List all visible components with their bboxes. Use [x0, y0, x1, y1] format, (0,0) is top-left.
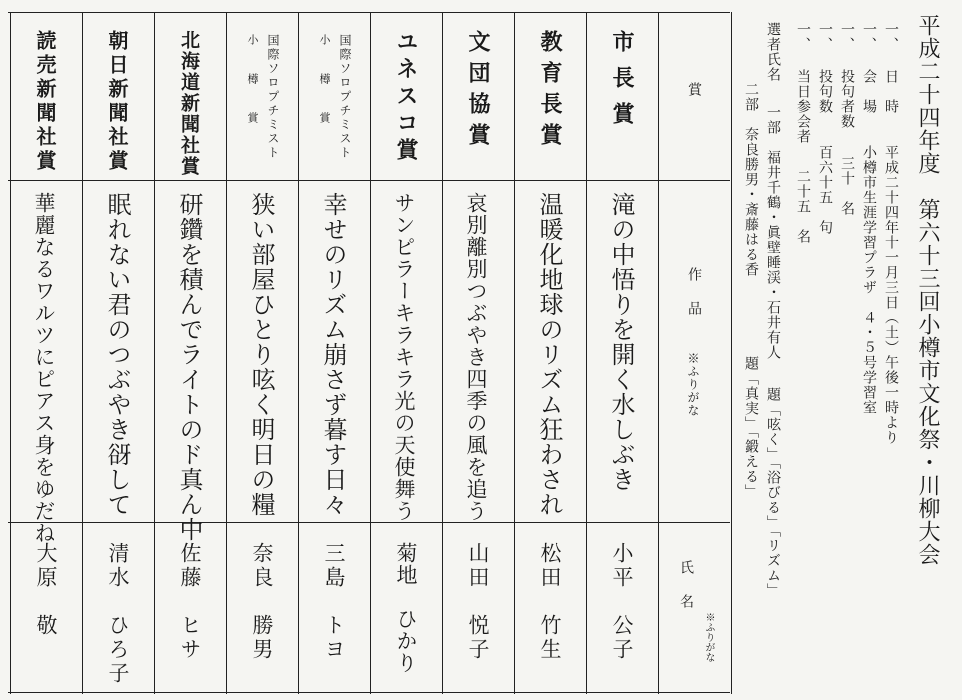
award-title: 市長賞	[609, 30, 635, 138]
award-work: 眠れない君のつぶやき谺して	[103, 192, 131, 517]
award-person: 大原 敬	[34, 542, 58, 638]
header-work-note: ※ふりがな	[686, 352, 700, 417]
award-title: 北海道新聞社賞	[178, 30, 200, 177]
award-person: 小平 公子	[610, 542, 634, 662]
award-title-line2: 小 樽 賞	[318, 34, 331, 125]
selectors-part1	[766, 22, 780, 598]
award-title: 朝日新聞社賞	[105, 30, 129, 174]
selectors-label: 選者氏名	[765, 22, 781, 82]
award-work: 哀別離別つぶやき四季の風を追う	[464, 192, 488, 522]
award-work: 研鑽を積んでライトのド真ん中	[175, 192, 203, 542]
award-title-line1: 国際ソロプチミスト	[266, 34, 280, 160]
award-work: 幸せのリズム崩さず暮す日々	[319, 192, 347, 517]
selectors-part2-topics: 題「真実」「鍛える」	[743, 356, 759, 499]
award-row-yomiuri-shimbun	[10, 12, 83, 694]
info-value: 三十 名	[839, 156, 855, 216]
header-name: 氏 名	[678, 560, 694, 611]
header-work: 作 品	[686, 267, 702, 318]
info-label: 投句数	[817, 69, 833, 114]
info-bullet: 一、	[861, 22, 877, 52]
results-table	[8, 12, 730, 694]
info-item-contributors	[840, 22, 854, 216]
award-person: 清水 ひろ子	[106, 542, 130, 686]
award-row-hokkaido-shimbun	[154, 12, 227, 694]
header-name-note: ※ふりがな	[703, 612, 714, 662]
document-title: 平成二十四年度 第六十三回小樽市文化祭・川柳大会	[915, 14, 940, 566]
info-value: 百六十五 句	[817, 145, 833, 235]
info-item-poems	[818, 22, 832, 235]
award-title: 教育長賞	[537, 30, 563, 154]
info-item-venue	[862, 22, 876, 415]
award-row-mayor	[586, 12, 659, 694]
award-row-education	[514, 12, 587, 694]
header-award: 賞	[686, 82, 702, 99]
info-bullet: 一、	[795, 22, 811, 52]
selectors-part2	[744, 82, 758, 499]
info-value: 平成二十四年十一月三日（土）午後一時より	[883, 145, 899, 445]
award-work: 温暖化地球のリズム狂わされ	[535, 192, 563, 517]
award-person: 三島 トヨ	[322, 542, 346, 662]
award-person: 佐藤 ヒサ	[178, 542, 202, 662]
award-title-line1: 国際ソロプチミスト	[338, 34, 352, 160]
info-item-attendees	[796, 22, 810, 244]
info-label: 当日参会者	[795, 69, 811, 144]
award-row-asahi-shimbun	[82, 12, 155, 694]
award-row-soroptimist-1	[298, 12, 371, 694]
award-row-unesco	[370, 12, 443, 694]
info-label: 投句者数	[839, 69, 855, 129]
selectors-part2-names: 二部 奈良勝男・斎藤はる香	[743, 82, 759, 277]
info-value: 小樽市生涯学習プラザ ４・５号学習室	[861, 145, 877, 415]
table-header-column	[658, 12, 732, 694]
info-item-date	[884, 22, 898, 445]
info-bullet: 一、	[817, 22, 833, 52]
selectors-part1-names: 一部 福井千鶴・眞壁睡渓・石井有人	[765, 105, 781, 360]
selectors-part1-topics: 題「呟く」「浴びる」「リズム」	[765, 387, 781, 598]
info-bullet: 一、	[883, 22, 899, 52]
award-person: 松田 竹生	[538, 542, 562, 662]
award-person: 山田 悦子	[466, 542, 490, 662]
award-work: 華麗なるワルツにピアス身をゆだね	[32, 192, 56, 544]
award-work: サンピラーキラキラ光の天使舞う	[392, 192, 416, 522]
info-bullet: 一、	[839, 22, 855, 52]
award-title-line2: 小 樽 賞	[246, 34, 259, 125]
award-title: 文団協賞	[465, 30, 491, 154]
award-person: 菊地 ひかり	[394, 542, 418, 674]
info-label: 日 時	[883, 69, 899, 114]
award-title: ユネスコ賞	[393, 30, 419, 165]
award-row-soroptimist-2	[226, 12, 299, 694]
award-title: 読売新聞社賞	[33, 30, 57, 174]
award-work: 滝の中悟りを開く水しぶき	[607, 192, 635, 492]
award-person: 奈良 勝男	[250, 542, 274, 662]
info-label: 会 場	[861, 69, 877, 114]
award-work: 狭い部屋ひとり呟く明日の糧	[247, 192, 275, 517]
info-value: 二十五 名	[795, 169, 811, 244]
award-row-bundankyo	[442, 12, 515, 694]
